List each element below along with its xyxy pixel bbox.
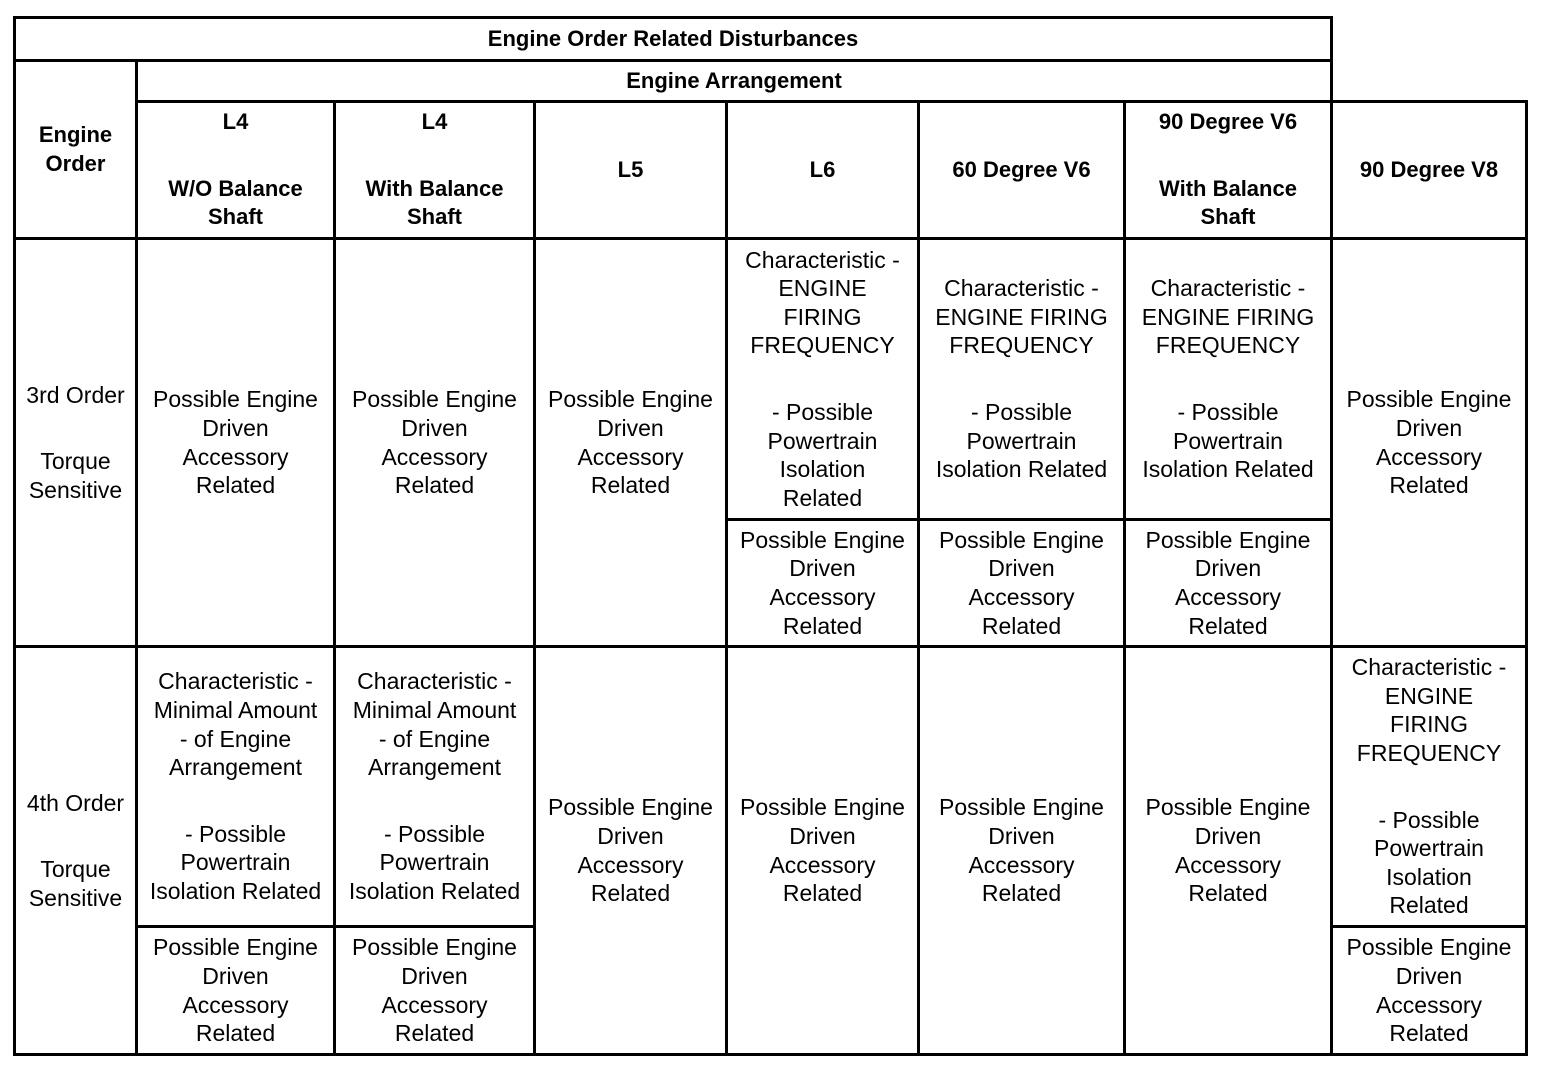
grid-line (13, 1053, 1528, 1056)
column-header-60-degree-v6: 60 Degree V6 (952, 156, 1091, 182)
cell-3rd-60-v6-firing: Characteristic - ENGINE FIRING FREQUENCY - Possible Powertrain Isolation Related (935, 275, 1108, 483)
cell-4th-l4-wo-balance-characteristic: Characteristic - Minimal Amount - of Engine Arrangement - Possible Powertrain Isolation Related (149, 668, 322, 904)
cell-3rd-60-v6-accessory: Possible Engine Driven Accessory Related (939, 526, 1104, 639)
column-header-90-degree-v8: 90 Degree V8 (1359, 156, 1499, 182)
engine-order-header: Engine Order (38, 121, 113, 176)
grid-line (1525, 100, 1528, 1056)
cell-3rd-90-v6-accessory: Possible Engine Driven Accessory Related (1145, 526, 1311, 639)
cell-4th-l5: Possible Engine Driven Accessory Related (548, 794, 713, 907)
cell-3rd-90-v8: Possible Engine Driven Accessory Related (1346, 386, 1512, 499)
cell-4th-l4-with-balance-accessory: Possible Engine Driven Accessory Related (352, 934, 517, 1047)
cell-3rd-l5: Possible Engine Driven Accessory Related (548, 386, 713, 499)
column-header-l4-wo-balance: L4 W/O Balance Shaft (168, 109, 303, 230)
cell-4th-60-v6: Possible Engine Driven Accessory Related (939, 794, 1104, 907)
column-header-l6: L6 (809, 156, 836, 182)
cell-3rd-l6-accessory: Possible Engine Driven Accessory Related (740, 526, 905, 639)
cell-3rd-l4-with-balance: Possible Engine Driven Accessory Related (352, 386, 517, 499)
cell-4th-90-v8-firing: Characteristic - ENGINE FIRING FREQUENCY - Possible Powertrain Isolation Related (1351, 654, 1507, 919)
table-title: Engine Order Related Disturbances (487, 25, 859, 51)
cell-4th-90-v6: Possible Engine Driven Accessory Related (1145, 794, 1311, 907)
cell-4th-l6: Possible Engine Driven Accessory Related (740, 794, 905, 907)
column-header-l4-with-balance: L4 With Balance Shaft (365, 109, 504, 230)
column-header-l5: L5 (617, 156, 644, 182)
cell-3rd-l4-wo-balance: Possible Engine Driven Accessory Related (153, 386, 318, 499)
row-header-3rd-order: 3rd Order Torque Sensitive (26, 381, 125, 503)
cell-4th-90-v8-accessory: Possible Engine Driven Accessory Related (1346, 934, 1512, 1047)
arrangement-header: Engine Arrangement (626, 67, 842, 93)
column-header-90-degree-v6: 90 Degree V6 With Balance Shaft (1158, 109, 1298, 230)
cell-4th-l4-wo-balance-accessory: Possible Engine Driven Accessory Related (153, 934, 318, 1047)
row-header-4th-order: 4th Order Torque Sensitive (26, 789, 125, 911)
cell-3rd-l6-firing: Characteristic - ENGINE FIRING FREQUENCY - Possible Powertrain Isolation Related (745, 246, 900, 511)
cell-4th-l4-with-balance-characteristic: Characteristic - Minimal Amount - of Engine Arrangement - Possible Powertrain Isolation Related (348, 668, 521, 904)
cell-3rd-90-v6-firing: Characteristic - ENGINE FIRING FREQUENCY - Possible Powertrain Isolation Related (1141, 275, 1315, 483)
